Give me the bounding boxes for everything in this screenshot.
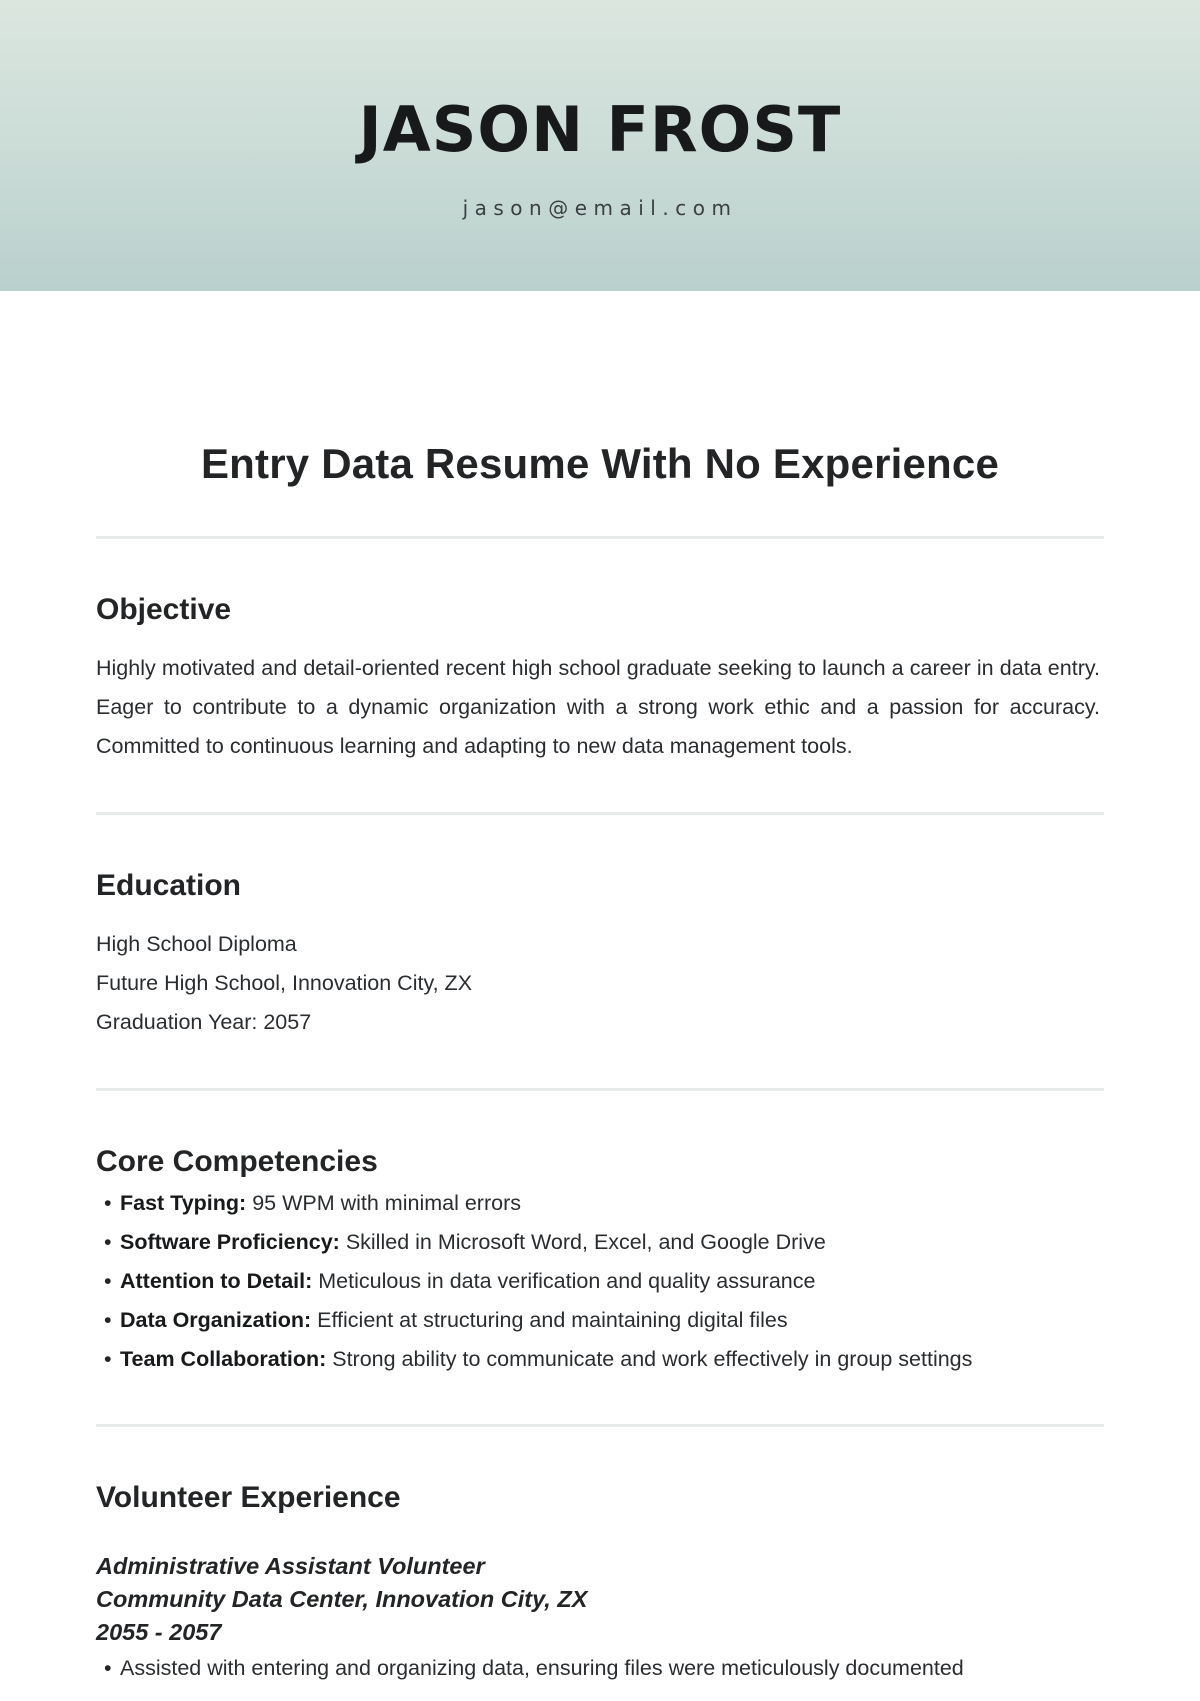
competency-item (96, 1262, 972, 1301)
divider (96, 536, 1104, 539)
volunteer-bullets (96, 1649, 964, 1688)
competency-label: Fast Typing: (120, 1191, 247, 1215)
volunteer-organization: Community Data Center, Innovation City, ZX (96, 1586, 588, 1612)
competencies-list (96, 1184, 972, 1379)
competency-item (96, 1301, 972, 1340)
competency-text: Skilled in Microsoft Word, Excel, and Google Drive (339, 1230, 826, 1254)
divider (96, 1424, 1104, 1427)
competencies-heading: Core Competencies (96, 1145, 378, 1178)
competency-text: 95 WPM with minimal errors (246, 1191, 521, 1215)
education-heading: Education (96, 869, 242, 902)
education-graduation-year: Graduation Year: 2057 (96, 1010, 312, 1034)
divider (96, 812, 1104, 815)
competency-label: Attention to Detail: (120, 1269, 313, 1293)
objective-heading: Objective (96, 593, 232, 626)
volunteer-role: Administrative Assistant Volunteer (96, 1553, 485, 1579)
education-diploma: High School Diploma (96, 932, 297, 956)
candidate-name: JASON FROST (358, 93, 842, 166)
competency-item (96, 1340, 972, 1379)
competency-text: Strong ability to communicate and work effectively in group settings (326, 1347, 973, 1371)
resume-header (0, 0, 1200, 291)
competency-label: Team Collaboration: (120, 1347, 327, 1371)
candidate-email[interactable]: jason@email.com (462, 196, 738, 220)
competency-item (96, 1184, 972, 1223)
volunteer-bullet: • Assisted with entering and organizing data, ensuring files were meticulously documented (96, 1649, 964, 1688)
document-title: Entry Data Resume With No Experience (200, 440, 1000, 487)
education-school: Future High School, Innovation City, ZX (96, 971, 473, 995)
objective-text: Highly motivated and detail-oriented recent high school graduate seeking to launch a career in data entry. Eager to contribute to a dynamic organization with a strong work ethic and a passion for accuracy. Committed to continuous learning and adapting to new data management tools. (96, 656, 1100, 758)
competency-text: Efficient at structuring and maintaining digital files (311, 1308, 788, 1332)
divider (96, 1088, 1104, 1091)
volunteer-heading: Volunteer Experience (96, 1481, 401, 1514)
competency-text: Meticulous in data verification and quality assurance (312, 1269, 816, 1293)
competency-item (96, 1223, 972, 1262)
competency-label: Data Organization: (120, 1308, 312, 1332)
competency-label: Software Proficiency: (120, 1230, 340, 1254)
volunteer-dates: 2055 - 2057 (96, 1619, 222, 1645)
